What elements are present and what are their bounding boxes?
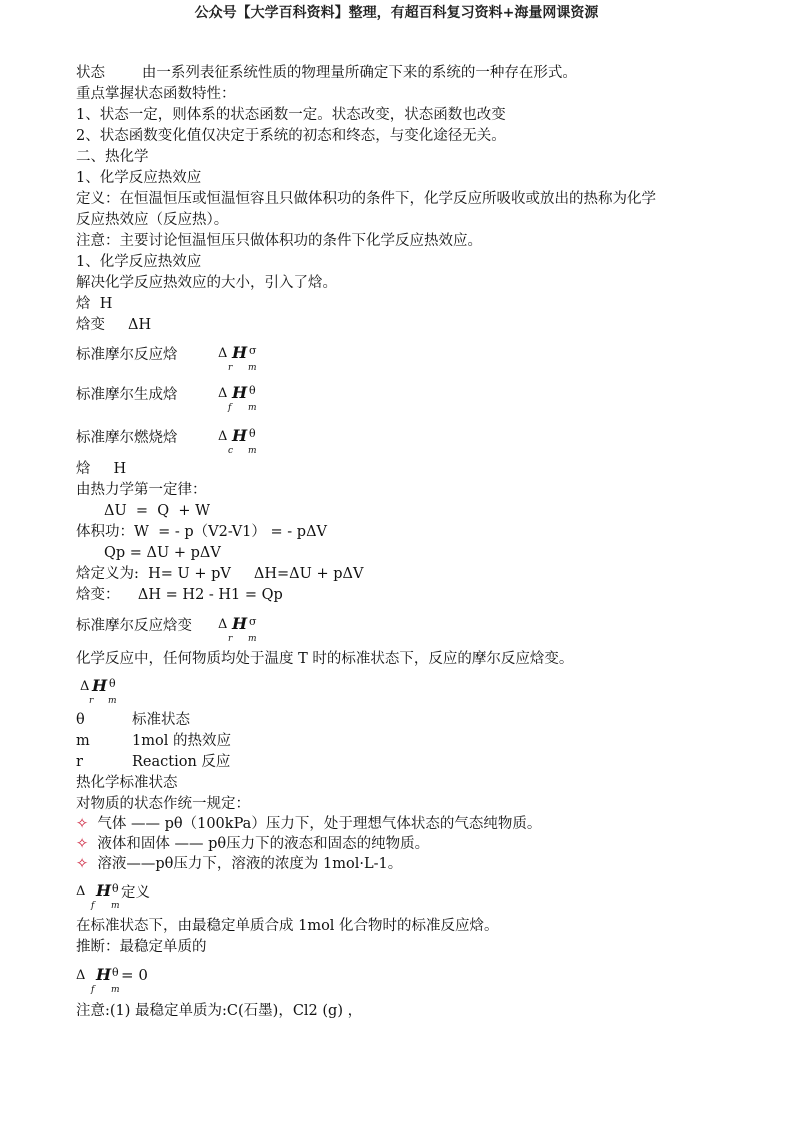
unify-rule: 对物质的状态作统一规定： <box>76 796 250 812</box>
formula-symbol: Δ H θ f m <box>218 383 257 413</box>
legend-r: r Reaction 反应 <box>76 754 231 770</box>
enthalpy-definition: 焓定义为: H= U + pV ΔH=ΔU + pΔV <box>76 566 364 582</box>
std-rxn-enthalpy-change-label: 标准摩尔反应焓变 <box>76 618 192 634</box>
thermo-standard-heading: 热化学标准状态 <box>76 775 178 791</box>
enthalpy-intro: 解决化学反应热效应的大小，引入了焓。 <box>76 275 337 291</box>
formula-symbol: Δ H σ r m <box>218 614 257 644</box>
formula-symbol: Δ H θ r m <box>80 676 117 706</box>
section-heading: 二、热化学 <box>76 149 149 165</box>
std-rxn-enthalpy-label: 标准摩尔反应焓 <box>76 347 178 363</box>
equation: Qp = ΔU + pΔV <box>104 545 221 561</box>
list-item: ✧ 气体 —— pθ（100kPa）压力下，处于理想气体状态的气态纯物质。 <box>76 816 542 832</box>
first-law: 由热力学第一定律： <box>76 482 207 498</box>
page-header: 公众号【大学百科资料】整理，有超百科复习资料+海量网课资源 <box>194 5 599 21</box>
formula-symbol: Δ H θ f m <box>76 881 120 911</box>
enthalpy-symbol: 焓 H <box>76 461 127 477</box>
formula-symbol: Δ H σ r m <box>218 343 257 373</box>
std-comb-enthalpy-label: 标准摩尔燃烧焓 <box>76 430 178 446</box>
formula-symbol: Δ H θ = 0 f m <box>76 965 148 995</box>
reaction-description: 化学反应中，任何物质均处于温度 T 时的标准状态下，反应的摩尔反应焓变。 <box>76 651 574 667</box>
state-definition: 状态 由一系列表征系统性质的物理量所确定下来的系统的一种存在形式。 <box>76 65 577 81</box>
list-item: ✧ 溶液——pθ压力下，溶液的浓度为 1mol·L-1。 <box>76 856 403 872</box>
enthalpy-change-eq: 焓变： ΔH = H2 - H1 = Qp <box>76 587 283 603</box>
standard-condition: 在标准状态下，由最稳定单质合成 1mol 化合物时的标准反应焓。 <box>76 918 499 934</box>
list-item: ✧ 液体和固体 —— pθ压力下的液态和固态的纯物质。 <box>76 836 430 852</box>
note-stable-elements: 注意:(1) 最稳定单质为:C(石墨)，Cl2 (g) ， <box>76 1003 363 1019</box>
subheading: 1、化学反应热效应 <box>76 254 202 270</box>
formula-symbol: Δ H θ c m <box>218 426 257 456</box>
definition-line-1: 定义：在恒温恒压或恒温恒容且只做体积功的条件下，化学反应所吸收或放出的热称为化学 <box>76 191 656 207</box>
definition-word: 定义 <box>121 885 150 901</box>
enthalpy-change: 焓变 ΔH <box>76 317 152 333</box>
property-2: 2、状态函数变化值仅决定于系统的初态和终态，与变化途径无关。 <box>76 128 506 144</box>
diamond-bullet-icon: ✧ <box>76 856 89 872</box>
key-point: 重点掌握状态函数特性： <box>76 86 236 102</box>
note: 注意：主要讨论恒温恒压只做体积功的条件下化学反应热效应。 <box>76 233 482 249</box>
diamond-bullet-icon: ✧ <box>76 836 89 852</box>
definition-line-2: 反应热效应（反应热）。 <box>76 212 229 228</box>
enthalpy-symbol: 焓 H <box>76 296 113 312</box>
diamond-bullet-icon: ✧ <box>76 816 89 832</box>
legend-m: m 1mol 的热效应 <box>76 733 231 749</box>
volume-work: 体积功：W = - p（V2-V1） = - pΔV <box>76 524 328 540</box>
subheading: 1、化学反应热效应 <box>76 170 202 186</box>
equation: ΔU = Q + W <box>104 503 211 519</box>
property-1: 1、状态一定，则体系的状态函数一定。状态改变，状态函数也改变 <box>76 107 506 123</box>
inference: 推断：最稳定单质的 <box>76 939 207 955</box>
std-form-enthalpy-label: 标准摩尔生成焓 <box>76 387 178 403</box>
legend-theta: θ 标准状态 <box>76 712 190 728</box>
